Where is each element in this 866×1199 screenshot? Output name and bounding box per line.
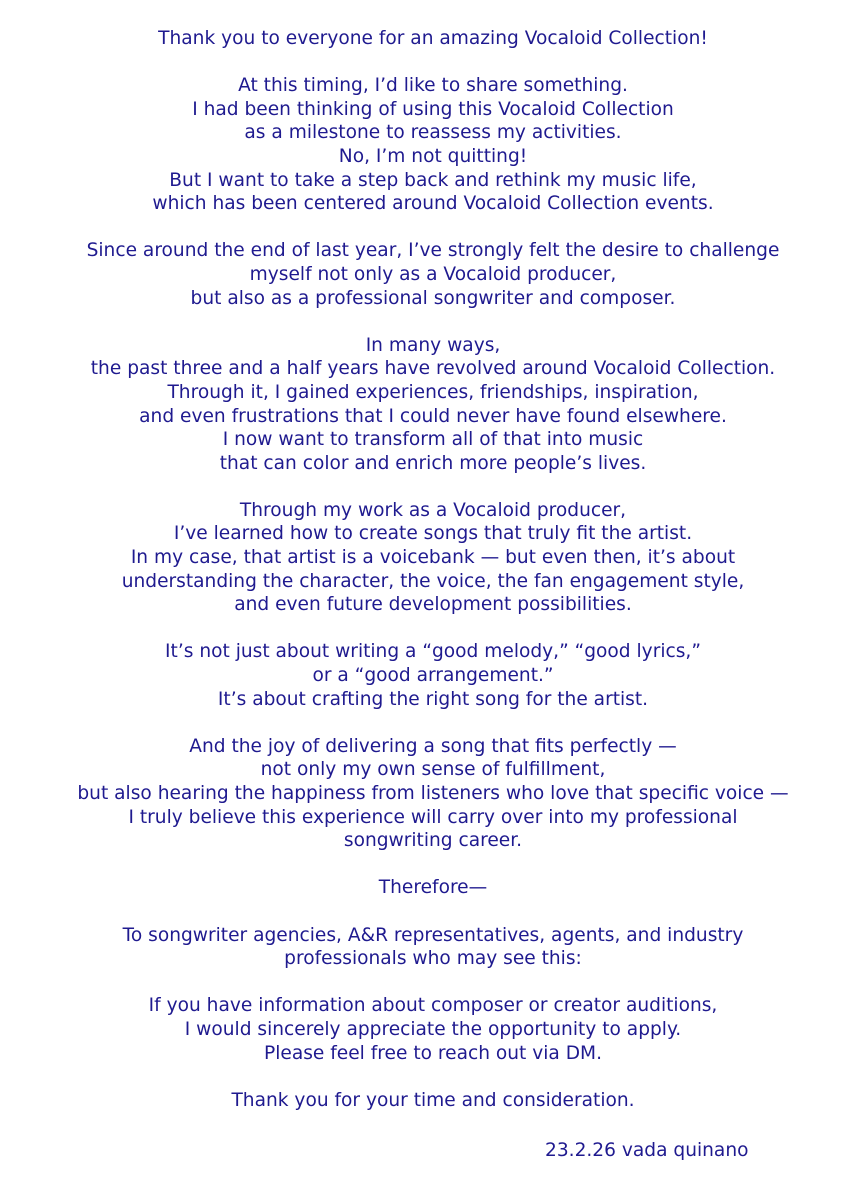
text-line: professionals who may see this:	[284, 948, 582, 970]
text-line: No, I’m not quitting!	[338, 145, 528, 167]
text-line: as a milestone to reassess my activities.	[244, 122, 622, 144]
text-line: Please feel free to reach out via DM.	[264, 1042, 602, 1064]
text-line: that can color and enrich more people’s lives.	[219, 452, 647, 474]
text-line: Through it, I gained experiences, friendships, inspiration,	[167, 381, 699, 403]
text-line: but also as a professional songwriter and composer.	[190, 287, 676, 309]
text-line: which has been centered around Vocaloid Collection events.	[152, 193, 714, 215]
text-line: and even future development possibilities.	[234, 594, 632, 616]
paragraph-gap	[0, 900, 866, 924]
paragraph-joy	[0, 735, 866, 853]
paragraph-gap	[0, 971, 866, 995]
paragraph-gap	[0, 216, 866, 240]
text-line: the past three and a half years have revolved around Vocaloid Collection.	[90, 358, 776, 380]
text-line: Therefore—	[378, 877, 488, 899]
paragraph-gap	[0, 1065, 866, 1089]
letter-body	[0, 27, 866, 1112]
text-line: I truly believe this experience will carry over into my professional	[128, 806, 738, 828]
text-line: To songwriter agencies, A&R representatives, agents, and industry	[122, 924, 744, 946]
text-line: Through my work as a Vocaloid producer,	[239, 499, 627, 521]
paragraph-gap	[0, 310, 866, 334]
text-line: But I want to take a step back and rethink my music life,	[169, 169, 697, 191]
text-line: Since around the end of last year, I’ve strongly felt the desire to challenge	[86, 240, 780, 262]
paragraph-reflection	[0, 334, 866, 476]
text-line: Thank you to everyone for an amazing Vocaloid Collection!	[158, 28, 708, 49]
text-line: It’s about crafting the right song for the artist.	[217, 688, 649, 710]
text-line: and even frustrations that I could never have found elsewhere.	[139, 405, 727, 427]
paragraph-therefore	[0, 876, 866, 900]
paragraph-request	[0, 994, 866, 1065]
text-line: And the joy of delivering a song that fits perfectly —	[189, 735, 677, 757]
paragraph-gap	[0, 475, 866, 499]
text-line: not only my own sense of fulfillment,	[260, 759, 606, 781]
text-line: Thank you for your time and consideration.	[231, 1089, 635, 1111]
paragraph-audience	[0, 924, 866, 971]
text-line: In my case, that artist is a voicebank — but even then, it’s about	[130, 547, 736, 569]
text-line: songwriting career.	[343, 830, 523, 852]
text-line: I’ve learned how to create songs that truly fit the artist.	[173, 523, 693, 545]
text-line: but also hearing the happiness from listeners who love that specific voice —	[77, 783, 789, 804]
paragraph-experience	[0, 499, 866, 617]
text-line: understanding the character, the voice, the fan engagement style,	[121, 570, 745, 592]
text-line: I had been thinking of using this Vocaloid Collection	[192, 98, 674, 120]
paragraph-thanks	[0, 27, 866, 51]
paragraph-gap	[0, 711, 866, 735]
text-line: myself not only as a Vocaloid producer,	[249, 263, 617, 285]
paragraph-announcement	[0, 74, 866, 216]
text-line: If you have information about composer or creator auditions,	[148, 995, 718, 1017]
text-line: At this timing, I’d like to share something.	[238, 75, 628, 97]
text-line: I now want to transform all of that into music	[222, 429, 644, 451]
paragraph-gap	[0, 617, 866, 641]
text-line: In many ways,	[365, 334, 501, 356]
paragraph-closing	[0, 1089, 866, 1113]
paragraph-gap	[0, 51, 866, 75]
paragraph-challenge	[0, 239, 866, 310]
paragraph-craft	[0, 640, 866, 711]
paragraph-gap	[0, 853, 866, 877]
text-line: or a “good arrangement.”	[312, 665, 554, 687]
text-line: I would sincerely appreciate the opportunity to apply.	[184, 1018, 682, 1040]
text-line: It’s not just about writing a “good melody,” “good lyrics,”	[165, 641, 701, 663]
signature: 23.2.26 vada quinano	[545, 1140, 749, 1161]
